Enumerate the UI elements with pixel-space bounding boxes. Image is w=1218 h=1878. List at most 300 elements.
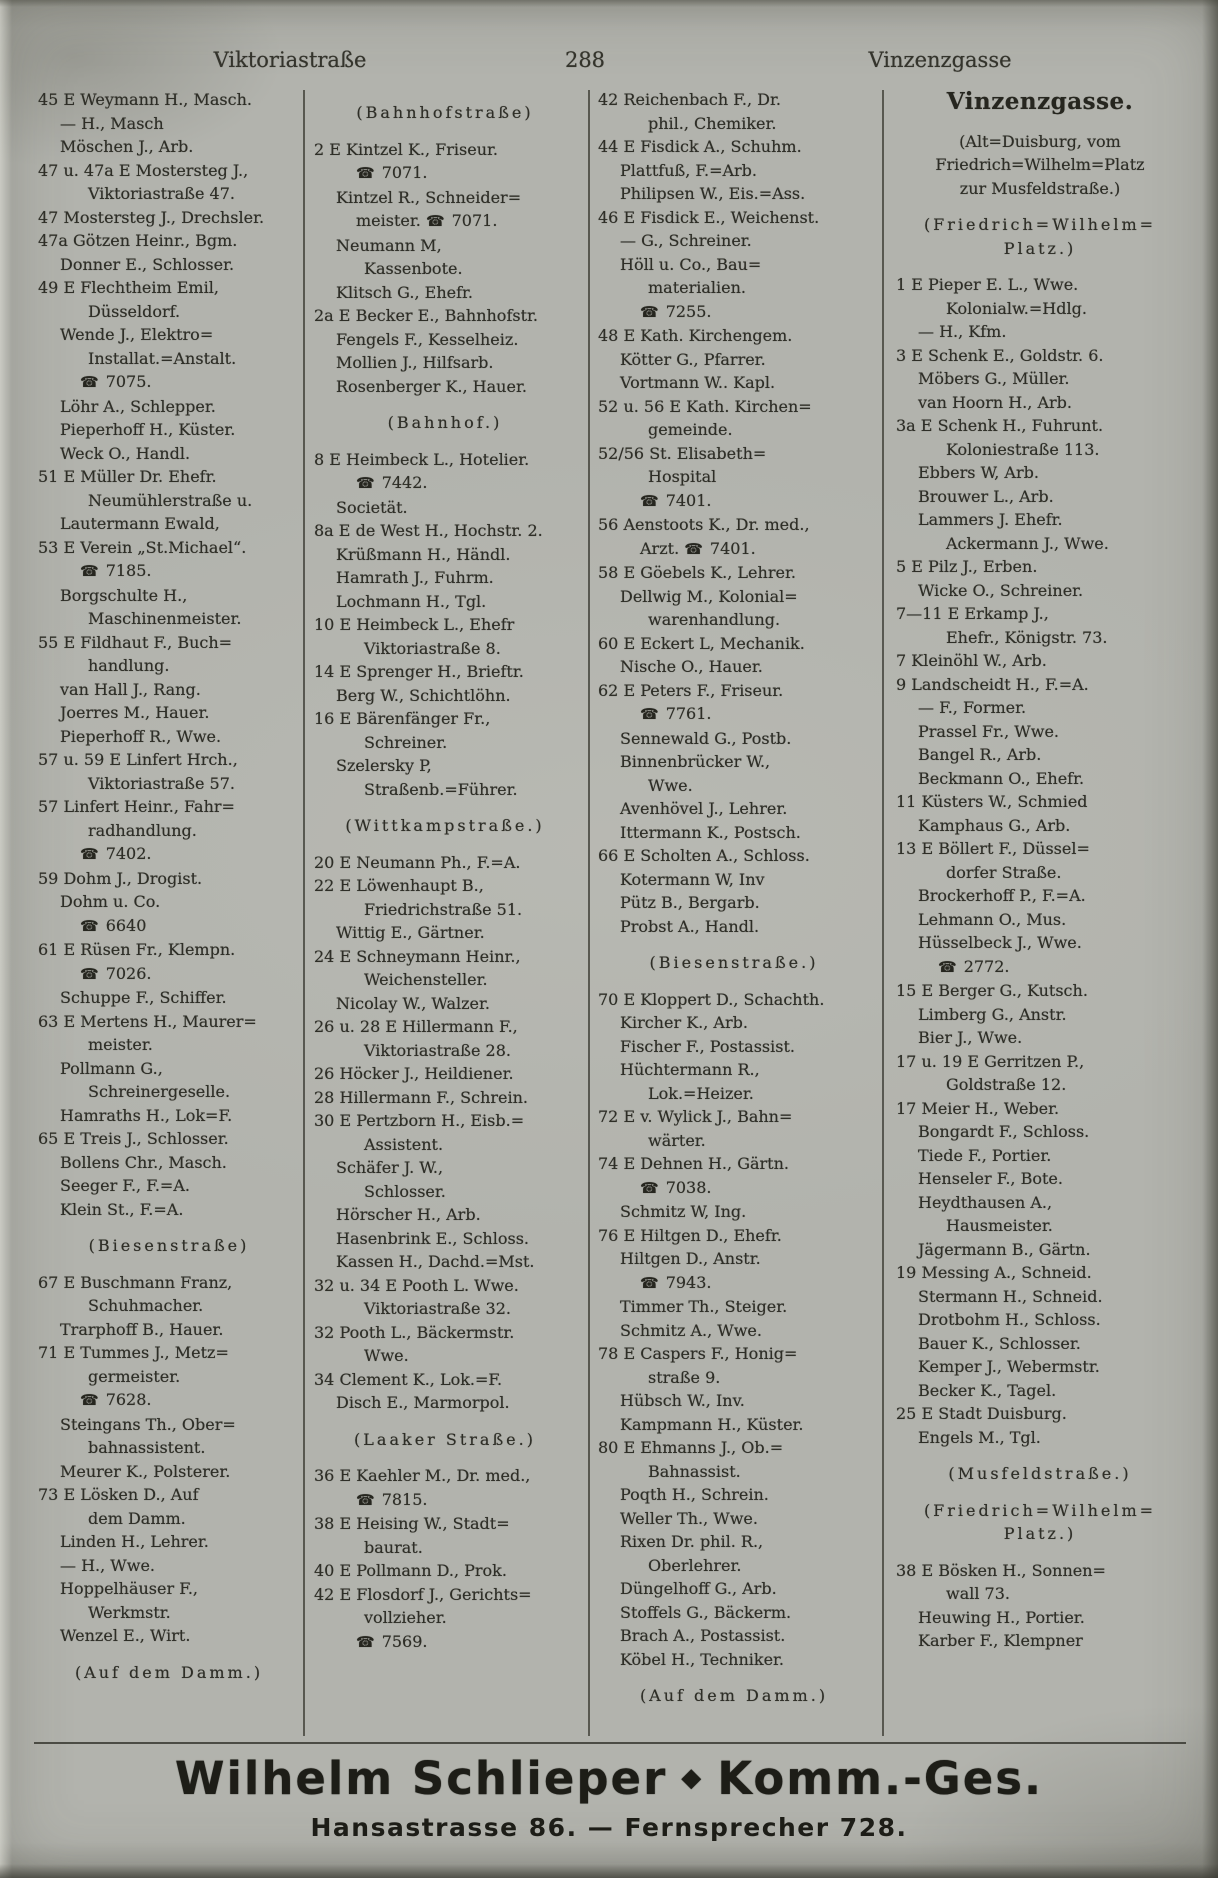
telephone-icon: ☎ — [80, 964, 99, 983]
directory-subentry: Avenhövel J., Lehrer. — [620, 799, 788, 818]
directory-subentry: — F., Former. — [918, 698, 1027, 717]
directory-subentry: Kircher K., Arb. — [620, 1013, 748, 1032]
directory-entry: 60 E Eckert L, Mechanik. — [598, 633, 805, 653]
directory-entry: 3 E Schenk E., Goldstr. 6. — [896, 345, 1104, 365]
advert-divider-rule — [34, 1742, 1186, 1744]
directory-subentry: Hamraths H., Lok=F. — [60, 1105, 233, 1125]
directory-continuation: vollzieher. — [364, 1608, 447, 1627]
telephone-icon: ☎ — [684, 539, 703, 558]
cross-street-ref: (Laaker Straße.) — [354, 1429, 536, 1449]
directory-column-3 — [598, 88, 870, 1721]
directory-continuation: Weichensteller. — [364, 970, 488, 989]
page-edge-right — [1202, 0, 1218, 1878]
directory-entry: 30 E Pertzborn H., Eisb.= — [314, 1111, 525, 1130]
phone-number-line — [598, 489, 870, 514]
cross-street-ref: (Friedrich=Wilhelm= — [923, 1500, 1157, 1520]
directory-continuation: Schuhmacher. — [88, 1296, 204, 1315]
directory-subentry: Probst A., Handl. — [620, 916, 760, 936]
directory-subentry: Nische O., Hauer. — [620, 657, 763, 676]
directory-entry: 49 E Flechtheim Emil, — [38, 278, 219, 297]
directory-subentry: Nicolay W., Walzer. — [336, 993, 490, 1013]
phone-number: 7185. — [105, 561, 152, 580]
directory-continuation: Schlosser. — [364, 1181, 446, 1201]
directory-entry: 42 E Flosdorf J., Gerichts= — [314, 1584, 532, 1604]
directory-subentry: Düngelhoff G., Arb. — [620, 1579, 777, 1598]
directory-entry: 61 E Rüsen Fr., Klempn. — [38, 940, 236, 959]
directory-subentry: Hasenbrink E., Schloss. — [336, 1228, 529, 1248]
directory-continuation: baurat. — [364, 1537, 423, 1557]
diamond-ornament-icon: ◆ — [681, 1763, 704, 1793]
telephone-icon: ☎ — [640, 705, 659, 723]
directory-entry: 73 E Lösken D., Auf — [38, 1485, 199, 1504]
telephone-icon: ☎ — [80, 845, 99, 863]
street-heading: Vinzenzgasse. — [946, 88, 1134, 115]
telephone-icon: ☎ — [356, 1490, 375, 1509]
directory-entry: 22 E Löwenhaupt B., — [314, 876, 484, 895]
directory-subentry: Lautermann Ewald, — [60, 514, 220, 533]
directory-entry: 46 E Fisdick E., Weichenst. — [598, 207, 820, 227]
directory-subentry: Mollien J., Hilfsarb. — [336, 353, 494, 372]
directory-subentry: Meurer K., Polsterer. — [60, 1461, 231, 1481]
phone-number: 7071. — [451, 211, 498, 230]
directory-continuation: dem Damm. — [88, 1508, 186, 1528]
cross-street-ref: Platz.) — [1003, 1524, 1077, 1543]
directory-subentry: Berg W., Schichtlöhn. — [336, 685, 511, 705]
directory-subentry: Pütz B., Bergarb. — [620, 893, 760, 912]
telephone-icon: ☎ — [80, 373, 99, 391]
page-edge-left — [0, 0, 12, 1878]
phone-number: 7628. — [105, 1390, 152, 1409]
directory-subentry: Schmitz W, Ing. — [620, 1202, 747, 1221]
phone-number: 7569. — [381, 1631, 428, 1651]
phone-number-line — [38, 559, 300, 584]
directory-continuation: Viktoriastraße 47. — [88, 184, 235, 203]
directory-entry: 38 E Bösken H., Sonnen= — [896, 1560, 1106, 1580]
directory-subentry: Kemper J., Webermstr. — [918, 1357, 1100, 1376]
directory-entry: 57 u. 59 E Linfert Hrch., — [38, 750, 238, 769]
directory-entry: 15 E Berger G., Kutsch. — [896, 981, 1088, 1000]
running-header-left-street: Viktoriastraße — [213, 48, 367, 72]
phone-number-line — [38, 370, 300, 395]
directory-entry: 17 Meier H., Weber. — [896, 1098, 1060, 1118]
advertisement-title — [0, 1752, 1218, 1805]
directory-subentry: Weck O., Handl. — [60, 443, 191, 463]
directory-subentry: Möschen J., Arb. — [60, 137, 194, 156]
cross-street-ref: (Auf dem Damm.) — [74, 1662, 264, 1682]
directory-continuation: Friedrichstraße 51. — [364, 899, 523, 919]
directory-continuation: radhandlung. — [88, 820, 197, 840]
directory-subentry: Stermann H., Schneid. — [918, 1286, 1103, 1306]
telephone-icon: ☎ — [640, 491, 659, 510]
directory-continuation: Schreiner. — [364, 732, 448, 752]
directory-entry: 24 E Schneymann Heinr., — [314, 946, 521, 966]
directory-continuation: materialien. — [648, 278, 747, 297]
directory-continuation: Viktoriastraße 28. — [364, 1040, 511, 1060]
phone-number-line — [38, 914, 300, 939]
directory-subentry: Weller Th., Wwe. — [620, 1508, 758, 1528]
phone-number: 7075. — [105, 372, 152, 391]
directory-subentry: Societät. — [336, 497, 408, 517]
directory-subentry: Klitsch G., Ehefr. — [336, 282, 473, 302]
directory-continuation: wärter. — [648, 1130, 706, 1150]
telephone-icon: ☎ — [80, 916, 99, 935]
directory-subentry: Hörscher H., Arb. — [336, 1205, 481, 1224]
phone-number: 7401. — [665, 490, 712, 510]
directory-subentry: Dellwig M., Kolonial= — [620, 586, 798, 606]
phone-number-line — [314, 471, 576, 496]
advertisement — [0, 1752, 1218, 1842]
directory-continuation: dorfer Straße. — [946, 862, 1062, 882]
directory-subentry: Brach A., Postassist. — [620, 1626, 786, 1645]
directory-entry: 11 Küsters W., Schmied — [896, 792, 1088, 811]
cross-street-ref: (Bahnhofstraße) — [356, 103, 534, 122]
column-rule-2 — [588, 90, 590, 1736]
directory-continuation: Viktoriastraße 8. — [364, 638, 501, 658]
directory-entry: 47a Götzen Heinr., Bgm. — [38, 231, 238, 250]
directory-subentry: Fischer F., Postassist. — [620, 1036, 795, 1056]
directory-continuation: Ackermann J., Wwe. — [946, 533, 1109, 553]
directory-entry: 14 E Sprenger H., Brieftr. — [314, 662, 524, 681]
directory-continuation: Hospital — [648, 467, 717, 486]
cross-street-ref: (Musfeldstraße.) — [948, 1464, 1132, 1483]
phone-number: 7026. — [105, 963, 152, 983]
telephone-icon: ☎ — [938, 957, 957, 976]
directory-entry: 32 Pooth L., Bäckermstr. — [314, 1322, 515, 1342]
directory-subentry: Seeger F., F.=A. — [60, 1176, 190, 1195]
directory-subentry: Sennewald G., Postb. — [620, 728, 792, 748]
cross-street-ref: (Auf dem Damm.) — [639, 1686, 829, 1705]
directory-continuation: Installat.=Anstalt. — [88, 348, 237, 368]
cross-street-ref: (Biesenstraße.) — [649, 953, 819, 972]
directory-entry: 10 E Heimbeck L., Ehefr — [314, 615, 515, 634]
directory-continuation: wall 73. — [946, 1584, 1010, 1603]
directory-continuation: gemeinde. — [648, 420, 733, 439]
directory-subentry: Drotbohm H., Schloss. — [918, 1310, 1101, 1329]
cross-street-ref: Platz.) — [1003, 238, 1077, 258]
directory-subentry: Schuppe F., Schiffer. — [60, 988, 227, 1007]
phone-number-line — [598, 300, 870, 325]
directory-entry: 7 Kleinöhl W., Arb. — [896, 651, 1047, 670]
phone-number: 7761. — [665, 704, 712, 723]
page-number: 288 — [564, 48, 606, 72]
directory-subentry: Möbers G., Müller. — [918, 369, 1070, 388]
directory-entry: 44 E Fisdick A., Schuhm. — [598, 137, 802, 156]
directory-subentry: Brouwer L., Arb. — [918, 486, 1054, 506]
directory-continuation: Koloniestraße 113. — [946, 439, 1100, 459]
directory-continuation: Bahnassist. — [648, 1461, 741, 1481]
directory-continuation: handlung. — [88, 656, 170, 675]
directory-subentry: Hoppelhäuser F., — [60, 1579, 198, 1598]
directory-subentry: — H., Masch — [60, 113, 164, 133]
directory-continuation: Werkmstr. — [88, 1602, 171, 1622]
directory-subentry: Joerres M., Hauer. — [60, 703, 210, 722]
telephone-icon: ☎ — [356, 474, 375, 492]
directory-entry: 62 E Peters F., Friseur. — [598, 680, 784, 700]
directory-entry: 40 E Pollmann D., Prok. — [314, 1561, 507, 1580]
telephone-icon: ☎ — [80, 562, 99, 580]
directory-subentry: Heuwing H., Portier. — [918, 1607, 1085, 1627]
directory-subentry: Krüßmann H., Händl. — [336, 544, 511, 564]
telephone-icon: ☎ — [425, 212, 445, 230]
phone-number-line: Arzt. ☎ 7401. — [640, 538, 756, 558]
directory-subentry: Bongardt F., Schloss. — [918, 1122, 1090, 1141]
directory-subentry: Linden H., Lehrer. — [60, 1532, 209, 1551]
directory-entry: 57 Linfert Heinr., Fahr= — [38, 797, 235, 816]
directory-entry: 58 E Göebels K., Lehrer. — [598, 563, 796, 582]
directory-subentry: Kampmann H., Küster. — [620, 1414, 804, 1434]
directory-entry: 78 E Caspers F., Honig= — [598, 1344, 798, 1363]
directory-continuation: Düsseldorf. — [88, 301, 181, 321]
directory-subentry: Jägermann B., Gärtn. — [918, 1239, 1091, 1259]
directory-entry: 25 E Stadt Duisburg. — [896, 1404, 1067, 1423]
directory-subentry: Wende J., Elektro= — [60, 325, 214, 344]
phone-number-line — [38, 1388, 300, 1413]
directory-continuation: straße 9. — [648, 1367, 721, 1387]
directory-subentry: Steingans Th., Ober= — [60, 1414, 236, 1434]
phone-number-line — [314, 1630, 576, 1655]
telephone-icon: ☎ — [640, 302, 659, 321]
phone-number: 2772. — [963, 956, 1010, 976]
directory-continuation: Goldstraße 12. — [946, 1075, 1067, 1094]
street-description: Friedrich=Wilhelm=Platz — [935, 155, 1145, 174]
cross-street-ref: (Friedrich=Wilhelm= — [923, 215, 1157, 234]
directory-entry: 59 Dohm J., Drogist. — [38, 868, 203, 888]
directory-entry: 63 E Mertens H., Maurer= — [38, 1011, 257, 1031]
phone-number-line — [314, 161, 576, 186]
directory-subentry: Hamrath J., Fuhrm. — [336, 568, 494, 587]
directory-entry: 52/56 St. Elisabeth= — [598, 443, 767, 463]
directory-entry: 74 E Dehnen H., Gärtn. — [598, 1154, 789, 1173]
directory-subentry: Pieperhoff H., Küster. — [60, 420, 236, 439]
directory-subentry: Philipsen W., Eis.=Ass. — [620, 184, 806, 203]
directory-continuation: Maschinenmeister. — [88, 609, 242, 628]
directory-entry: 32 u. 34 E Pooth L. Wwe. — [314, 1275, 519, 1295]
directory-subentry: Klein St., F.=A. — [60, 1199, 184, 1219]
directory-subentry: Lochmann H., Tgl. — [336, 591, 487, 611]
directory-subentry: — H., Wwe. — [60, 1555, 155, 1575]
directory-subentry: Rosenberger K., Hauer. — [336, 376, 527, 396]
phone-number-line — [314, 1488, 576, 1513]
directory-subentry: Höll u. Co., Bau= — [620, 254, 762, 274]
directory-continuation: Schreinergeselle. — [88, 1082, 231, 1101]
directory-column-1 — [38, 88, 300, 1697]
directory-subentry: Disch E., Marmorpol. — [336, 1393, 510, 1412]
phone-number: 6640 — [105, 915, 147, 935]
directory-entry: 72 E v. Wylick J., Bahn= — [598, 1107, 793, 1126]
directory-subentry: Hiltgen D., Anstr. — [620, 1249, 761, 1268]
directory-entry: 2 E Kintzel K., Friseur. — [314, 139, 498, 159]
directory-subentry: Prassel Fr., Wwe. — [918, 721, 1059, 741]
directory-subentry: Engels M., Tgl. — [918, 1427, 1041, 1447]
directory-subentry: Schäfer J. W., — [336, 1158, 444, 1177]
directory-entry: 66 E Scholten A., Schloss. — [598, 846, 810, 865]
directory-entry: 67 E Buschmann Franz, — [38, 1272, 233, 1292]
directory-subentry: Becker K., Tagel. — [918, 1380, 1057, 1400]
directory-subentry: Dohm u. Co. — [60, 892, 161, 911]
directory-subentry: Löhr A., Schlepper. — [60, 396, 216, 416]
directory-subentry: Lehmann O., Mus. — [918, 909, 1067, 929]
directory-entry: 71 E Tummes J., Metz= — [38, 1343, 229, 1362]
directory-entry: 76 E Hiltgen D., Ehefr. — [598, 1225, 782, 1245]
directory-subentry: Trarphoff B., Hauer. — [60, 1319, 224, 1339]
street-description: zur Musfeldstraße.) — [959, 178, 1121, 198]
directory-entry: 3a E Schenk H., Fuhrunt. — [896, 416, 1104, 435]
directory-subentry: Hüsselbeck J., Wwe. — [918, 933, 1082, 952]
telephone-icon: ☎ — [80, 1391, 99, 1409]
directory-subentry: Tiede F., Portier. — [918, 1145, 1052, 1165]
directory-subentry: Hübsch W., Inv. — [620, 1391, 745, 1410]
directory-continuation: Lok.=Heizer. — [648, 1083, 754, 1103]
directory-entry: 70 E Kloppert D., Schachth. — [598, 989, 825, 1009]
phone-number: 7943. — [665, 1272, 712, 1292]
directory-entry: 45 E Weymann H., Masch. — [38, 90, 252, 109]
directory-continuation: Viktoriastraße 32. — [364, 1299, 511, 1318]
telephone-icon: ☎ — [356, 164, 375, 182]
cross-street-ref: (Bahnhof.) — [387, 413, 503, 432]
phone-number: 7402. — [105, 844, 152, 863]
page-edge-bottom — [0, 1864, 1218, 1878]
directory-subentry: — H., Kfm. — [918, 322, 1007, 341]
directory-entry: 56 Aenstoots K., Dr. med., — [598, 515, 810, 534]
directory-continuation: Kassenbote. — [364, 259, 463, 278]
directory-subentry: Bangel R., Arb. — [918, 745, 1042, 764]
directory-continuation: meister. — [88, 1035, 153, 1054]
directory-subentry: Wicke O., Schreiner. — [918, 580, 1084, 600]
directory-subentry: Limberg G., Anstr. — [918, 1004, 1067, 1024]
directory-subentry: Kötter G., Pfarrer. — [620, 349, 766, 369]
directory-subentry: — G., Schreiner. — [620, 231, 752, 250]
directory-continuation: Ehefr., Königstr. 73. — [946, 627, 1108, 647]
cross-street-ref: (Wittkampstraße.) — [345, 816, 545, 835]
directory-continuation: bahnassistent. — [88, 1438, 206, 1457]
directory-subentry: Stoffels G., Bäckerm. — [620, 1602, 792, 1622]
directory-subentry: van Hoorn H., Arb. — [918, 392, 1072, 412]
directory-entry: 13 E Böllert F., Düssel= — [896, 839, 1090, 858]
directory-entry: 38 E Heising W., Stadt= — [314, 1514, 510, 1533]
phone-number-line — [896, 955, 1184, 980]
directory-entry: 9 Landscheidt H., F.=A. — [896, 674, 1089, 694]
directory-subentry: Pollmann G., — [60, 1058, 163, 1078]
directory-subentry: Ebbers W, Arb. — [918, 463, 1039, 482]
directory-continuation: warenhandlung. — [648, 610, 781, 629]
directory-subentry: Kotermann W, Inv — [620, 869, 765, 889]
directory-entry: 26 u. 28 E Hillermann F., — [314, 1017, 518, 1036]
directory-entry: 28 Hillermann F., Schrein. — [314, 1087, 528, 1107]
directory-entry: 2a E Becker E., Bahnhofstr. — [314, 306, 538, 325]
directory-subentry: Bier J., Wwe. — [918, 1028, 1023, 1047]
column-rule-3 — [882, 90, 884, 1736]
directory-subentry: Rixen Dr. phil. R., — [620, 1532, 764, 1551]
phone-number-line — [38, 962, 300, 987]
directory-entry: 51 E Müller Dr. Ehefr. — [38, 467, 217, 486]
directory-entry: 34 Clement K., Lok.=F. — [314, 1369, 503, 1389]
directory-subentry: van Hall J., Rang. — [60, 679, 201, 699]
page-edge-top — [0, 0, 1218, 7]
directory-entry: 26 Höcker J., Heildiener. — [314, 1064, 514, 1083]
phone-number-line — [598, 1271, 870, 1296]
directory-continuation: Viktoriastraße 57. — [88, 773, 235, 793]
directory-subentry: Köbel H., Techniker. — [620, 1649, 785, 1669]
directory-subentry: Szelersky P, — [336, 756, 432, 775]
advertisement-address-phone: Hansastrasse 86. — Fernsprecher 728. — [310, 1813, 908, 1842]
phone-number-line — [38, 842, 300, 867]
directory-subentry: Borgschulte H., — [60, 585, 188, 605]
directory-entry: 16 E Bärenfänger Fr., — [314, 709, 491, 728]
advertiser-name: Wilhelm Schlieper — [174, 1752, 668, 1805]
phone-number-line — [598, 1176, 870, 1201]
directory-subentry: Plattfuß, F.=Arb. — [620, 160, 757, 180]
directory-entry: 7—11 E Erkamp J., — [896, 604, 1049, 623]
directory-entry: 80 E Ehmanns J., Ob.= — [598, 1438, 784, 1457]
phone-number: 7442. — [381, 473, 428, 492]
telephone-icon: ☎ — [640, 1178, 659, 1197]
telephone-icon: ☎ — [640, 1273, 659, 1292]
directory-entry: 19 Messing A., Schneid. — [896, 1263, 1092, 1282]
directory-entry: 5 E Pilz J., Erben. — [896, 557, 1038, 576]
directory-subentry: Vortmann W.. Kapl. — [620, 373, 776, 392]
street-description: (Alt=Duisburg, vom — [959, 131, 1121, 151]
advertiser-company-type: Komm.-Ges. — [717, 1752, 1044, 1805]
directory-subentry: Ittermann K., Postsch. — [620, 822, 801, 842]
directory-entry: 8a E de West H., Hochstr. 2. — [314, 521, 543, 540]
directory-subentry: Fengels F., Kesselheiz. — [336, 329, 519, 349]
column-rule-1 — [303, 90, 305, 1736]
directory-subentry: Kamphaus G., Arb. — [918, 815, 1071, 835]
directory-continuation: Hausmeister. — [946, 1216, 1053, 1235]
directory-subentry: Kassen H., Dachd.=Mst. — [336, 1252, 535, 1271]
directory-subentry: Donner E., Schlosser. — [60, 254, 235, 274]
directory-subentry: Brockerhoff P., F.=A. — [918, 886, 1086, 905]
directory-continuation: Neumühlerstraße u. — [88, 490, 253, 510]
directory-entry: 8 E Heimbeck L., Hotelier. — [314, 449, 530, 469]
directory-entry: 36 E Kaehler M., Dr. med., — [314, 1466, 531, 1485]
directory-column-2 — [314, 88, 576, 1654]
directory-subentry: Pieperhoff R., Wwe. — [60, 726, 222, 746]
phone-number: 7815. — [381, 1489, 428, 1509]
directory-entry: 1 E Pieper E. L., Wwe. — [896, 275, 1079, 294]
directory-entry: 52 u. 56 E Kath. Kirchen= — [598, 396, 812, 416]
directory-subentry: Timmer Th., Steiger. — [620, 1297, 788, 1316]
phone-number: 7401. — [709, 538, 756, 558]
phone-number: 7071. — [381, 163, 428, 182]
telephone-icon: ☎ — [356, 1632, 375, 1651]
directory-subentry: Bollens Chr., Masch. — [60, 1152, 227, 1172]
directory-entry: 65 E Treis J., Schlosser. — [38, 1129, 229, 1148]
directory-subentry: Karber F., Klempner — [918, 1631, 1083, 1650]
directory-continuation: Wwe. — [364, 1346, 409, 1365]
directory-entry: 17 u. 19 E Gerritzen P., — [896, 1051, 1085, 1071]
directory-subentry: Binnenbrücker W., — [620, 752, 771, 771]
directory-continuation: Oberlehrer. — [648, 1555, 742, 1575]
directory-entry: 20 E Neumann Ph., F.=A. — [314, 852, 521, 872]
directory-entry: 55 E Fildhaut F., Buch= — [38, 632, 233, 652]
directory-column-4 — [896, 88, 1184, 1653]
directory-subentry: Kintzel R., Schneider= — [336, 187, 522, 207]
phone-number-line — [598, 702, 870, 727]
directory-subentry: Neumann M, — [336, 235, 442, 255]
directory-continuation: Wwe. — [648, 775, 693, 795]
directory-subentry: Schmitz A., Wwe. — [620, 1320, 762, 1340]
directory-entry: 42 Reichenbach F., Dr. — [598, 90, 781, 109]
directory-subentry: Wittig E., Gärtner. — [336, 923, 485, 942]
directory-continuation: Kolonialw.=Hdlg. — [946, 298, 1087, 318]
directory-entry: 47 u. 47a E Mostersteg J., — [38, 160, 249, 180]
directory-continuation: Straßenb.=Führer. — [364, 779, 518, 799]
directory-subentry: Hüchtermann R., — [620, 1060, 760, 1079]
directory-subentry: Poqth H., Schrein. — [620, 1485, 769, 1504]
directory-subentry: Heydthausen A., — [918, 1192, 1053, 1212]
directory-subentry: Lammers J. Ehefr. — [918, 510, 1063, 529]
